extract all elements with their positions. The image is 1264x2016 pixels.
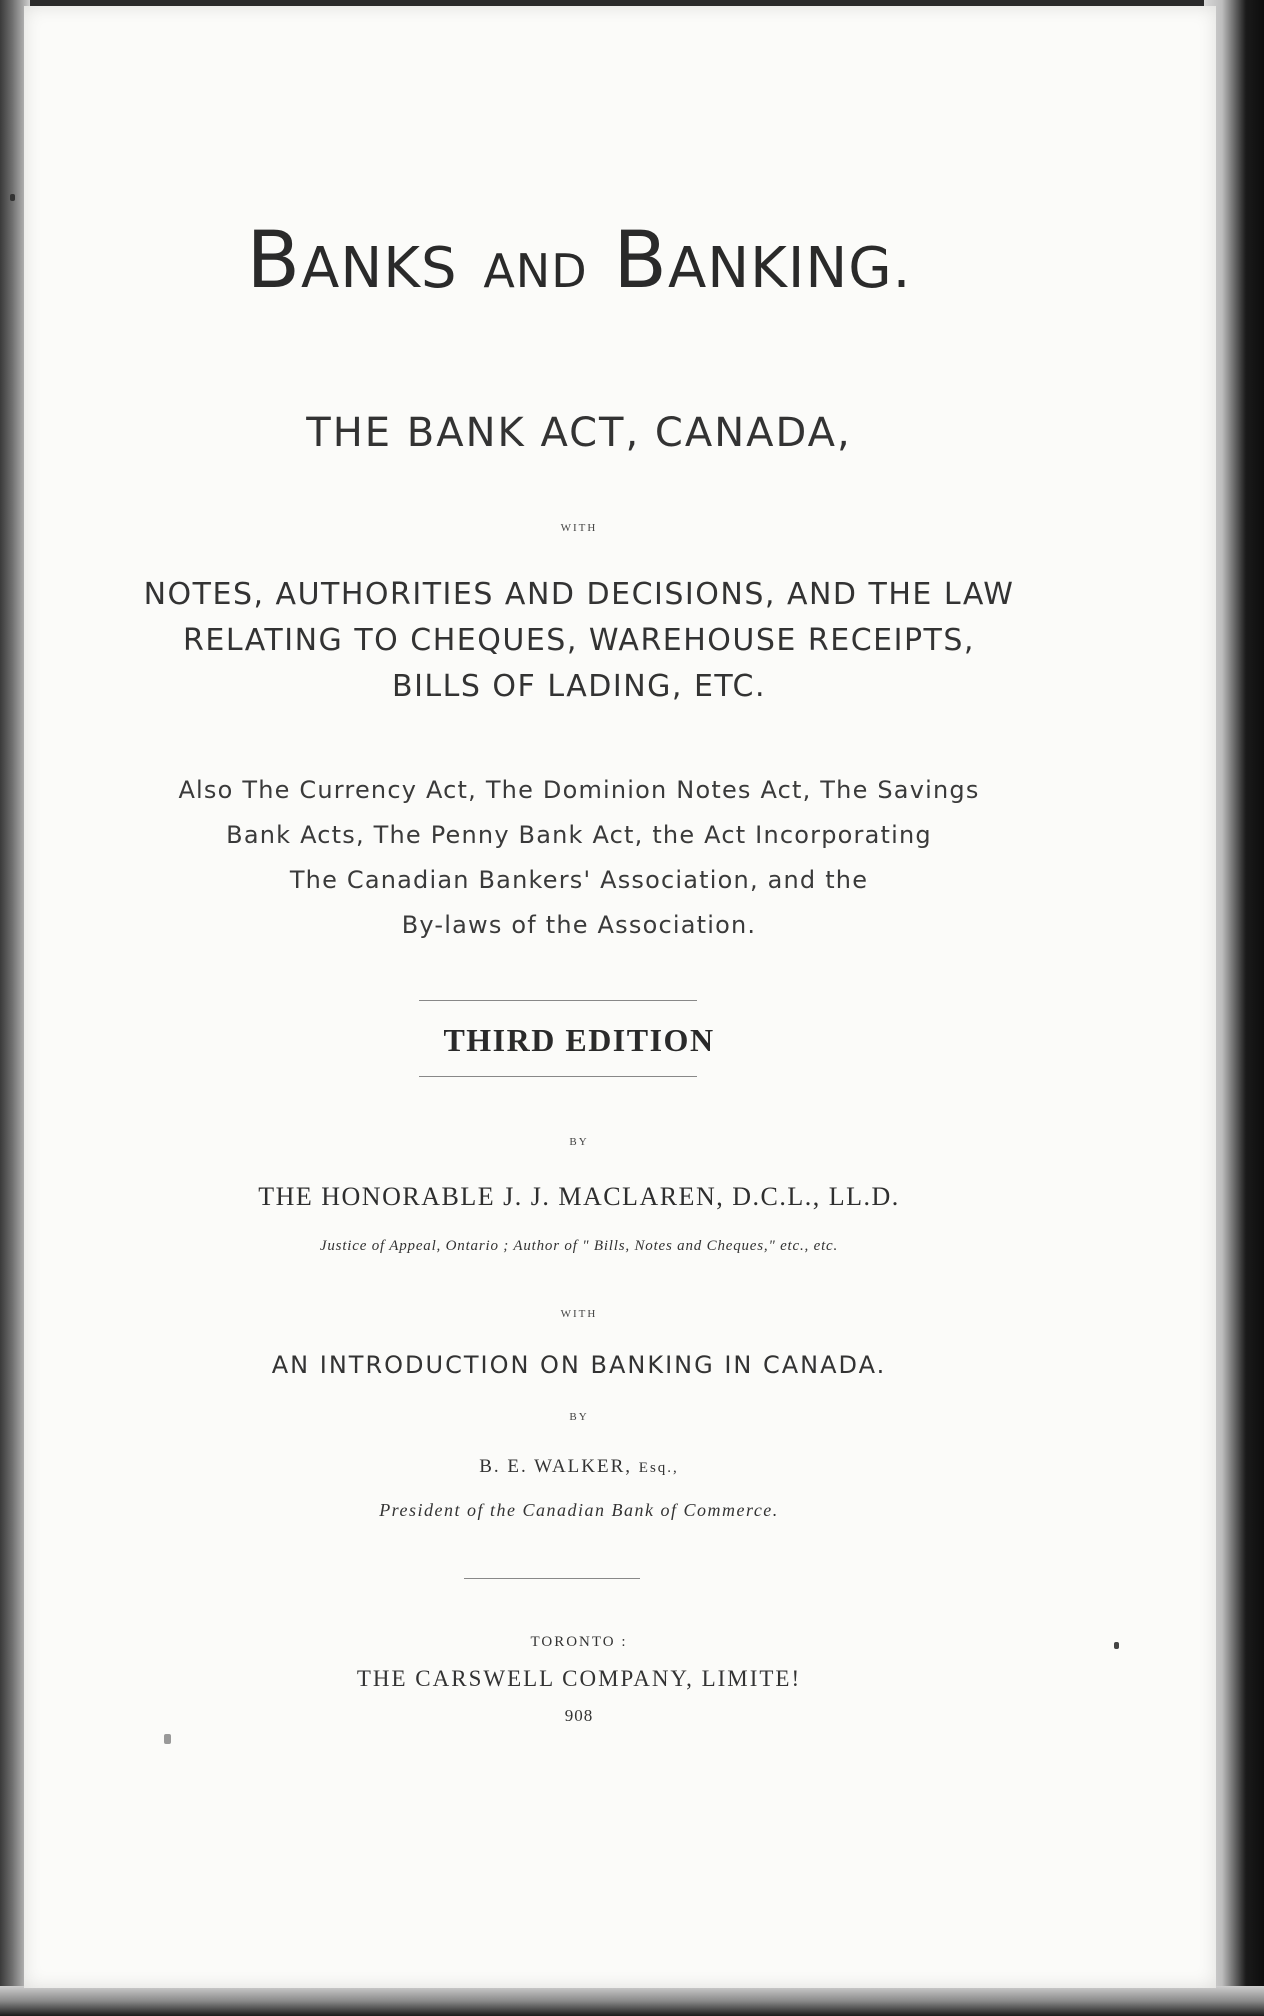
also-line-3: The Canadian Bankers' Association, and the [289,866,869,894]
imprint-publisher: THE CARSWELL COMPANY, LIMITE! [356,1666,802,1691]
author-role: Justice of Appeal, Ontario ; Author of " Bills, Notes and Cheques," etc., etc. [319,1238,839,1254]
scan-speck [10,194,15,201]
title-page [24,6,1216,1988]
introduction-line: AN INTRODUCTION ON BANKING IN CANADA. [271,1351,887,1379]
notes-line-1: NOTES, AUTHORITIES AND DECISIONS, AND THE LAW [143,577,1015,612]
title-word-2: ANKING. [667,236,912,301]
by-label-1: BY [569,1136,589,1148]
notes-line-3: BILLS OF LADING, ETC. [392,669,766,704]
imprint-year: 908 [564,1706,594,1725]
walker-name: B. E. WALKER, [479,1456,633,1477]
imprint-city: TORONTO : [530,1634,628,1650]
walker-name-line [24,1456,1134,1478]
by-label-2: BY [569,1411,589,1423]
author-name: THE HONORABLE J. J. MACLAREN, D.C.L., LL.D. [258,1182,900,1211]
title-cap-1: B [246,216,302,306]
book-title [24,216,1134,306]
imprint-rule [464,1578,640,1579]
notes-line-2: RELATING TO CHEQUES, WAREHOUSE RECEIPTS, [183,623,975,658]
edition-rule-bottom [419,1076,697,1077]
also-block [24,768,1134,948]
scan-speck [164,1734,171,1744]
title-word-1: ANKS [301,236,458,301]
also-line-4: By-laws of the Association. [401,911,757,939]
book-subtitle: THE BANK ACT, CANADA, [306,410,852,456]
also-line-2: Bank Acts, The Penny Bank Act, the Act Incorporating [226,821,932,849]
edition-label: THIRD EDITION [443,1022,715,1058]
with-label-2: WITH [560,1308,598,1320]
title-and: AND [483,244,588,298]
notes-block [24,572,1134,710]
walker-esq: Esq., [638,1460,679,1476]
with-label-1: WITH [560,522,598,534]
title-cap-2: B [613,216,668,306]
also-line-1: Also The Currency Act, The Dominion Notes Act, The Savings [178,776,980,804]
scan-speck [1114,1642,1119,1649]
edition-rule-top [419,1000,697,1001]
bottom-page-edge [0,1986,1264,2016]
walker-role: President of the Canadian Bank of Commerce. [379,1500,779,1520]
